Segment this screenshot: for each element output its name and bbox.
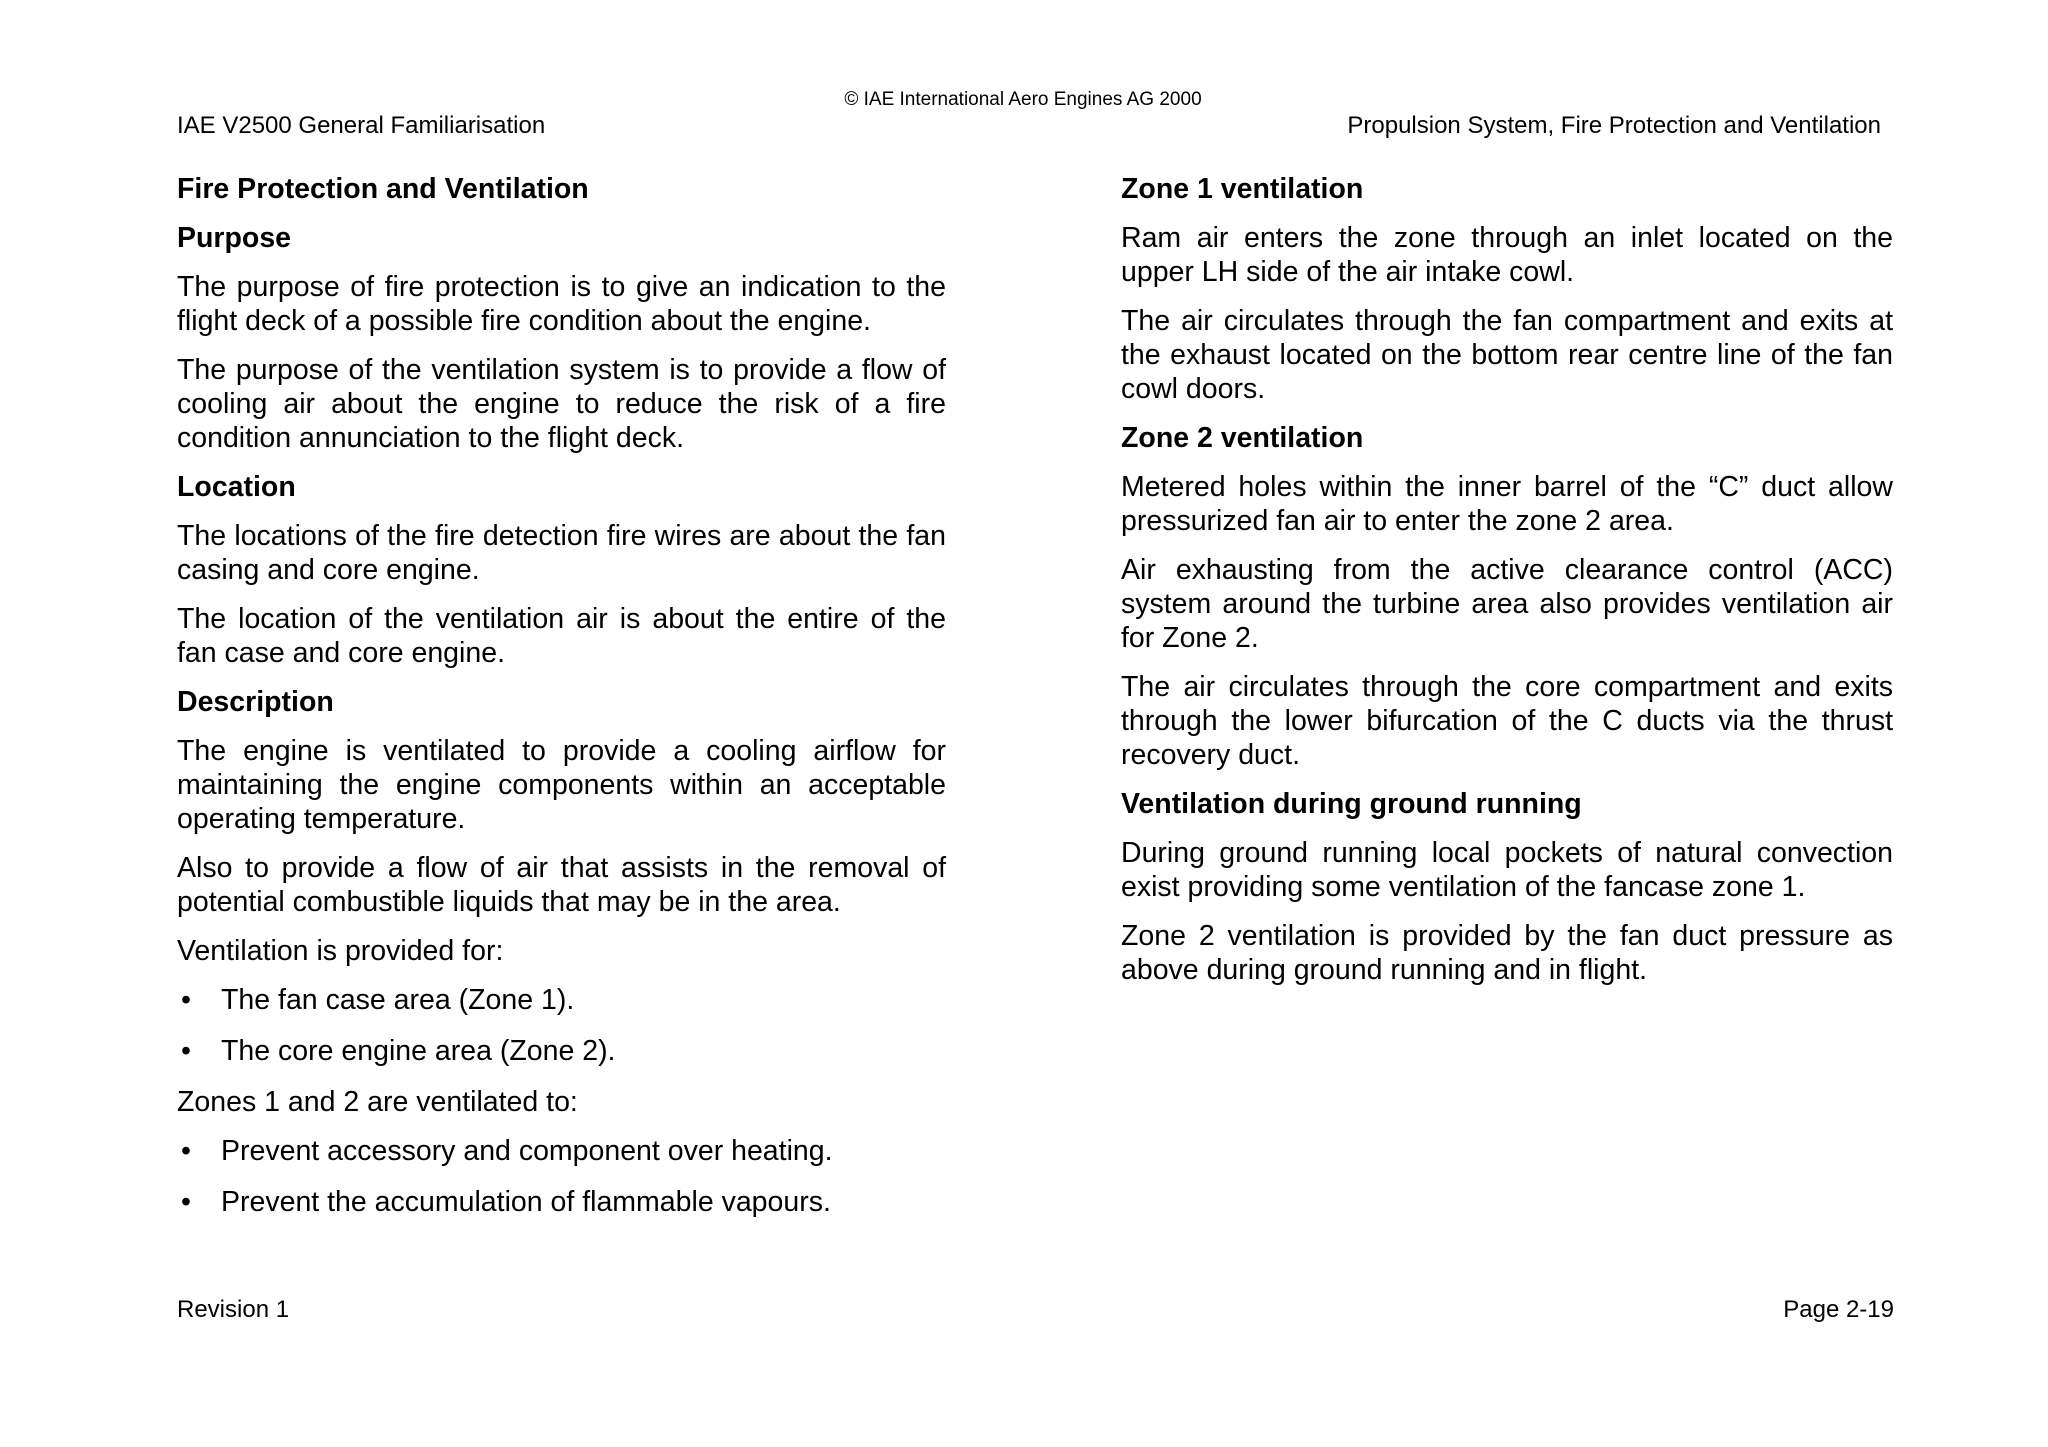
zone2-paragraph-3: The air circulates through the core compartment and exits through the lower bifurcation of the C ducts via the thrust recovery duct. (1121, 671, 1893, 771)
header-right-title: Propulsion System, Fire Protection and Ventilation (1347, 112, 1881, 139)
bullet-icon: • (181, 1035, 191, 1067)
ground-running-paragraph-2: Zone 2 ventilation is provided by the fan duct pressure as above during ground running and in flight. (1121, 920, 1893, 986)
zone1-paragraph-1: Ram air enters the zone through an inlet located on the upper LH side of the air intake cowl. (1121, 222, 1893, 288)
zone2-paragraph-1: Metered holes within the inner barrel of the “C” duct allow pressurized fan air to enter the zone 2 area. (1121, 471, 1893, 537)
list-item-text: Prevent accessory and component over heating. (221, 1135, 833, 1167)
ground-running-paragraph-1: During ground running local pockets of natural convection exist providing some ventilation of the fancase zone 1. (1121, 837, 1893, 903)
right-column (1121, 172, 1893, 1002)
zone1-heading: Zone 1 ventilation (1121, 173, 1364, 205)
ventilation-purpose-list (177, 1134, 946, 1219)
bullet-icon: • (181, 1135, 191, 1167)
list-item (177, 983, 946, 1017)
footer-page-number: Page 2-19 (1783, 1296, 1894, 1323)
zone2-paragraph-2: Air exhausting from the active clearance control (ACC) system around the turbine area also provides ventilation air for Zone 2. (1121, 554, 1893, 654)
footer-revision: Revision 1 (177, 1296, 290, 1323)
purpose-paragraph-1: The purpose of fire protection is to give an indication to the flight deck of a possible fire condition about the engine. (177, 271, 946, 337)
bullet-icon: • (181, 984, 191, 1016)
location-heading: Location (177, 471, 296, 503)
section-title: Fire Protection and Ventilation (177, 173, 589, 205)
zone1-paragraph-2: The air circulates through the fan compartment and exits at the exhaust located on the bottom rear centre line of the fan cowl doors. (1121, 305, 1893, 405)
description-paragraph-2: Also to provide a flow of air that assists in the removal of potential combustible liquids that may be in the area. (177, 852, 946, 918)
ground-running-heading: Ventilation during ground running (1121, 788, 1582, 820)
list-item-text: The core engine area (Zone 2). (221, 1035, 616, 1067)
ventilation-areas-list (177, 983, 946, 1068)
copyright-text: © IAE International Aero Engines AG 2000 (844, 89, 1202, 110)
description-paragraph-4: Zones 1 and 2 are ventilated to: (177, 1086, 578, 1118)
header-left-title: IAE V2500 General Familiarisation (177, 112, 546, 139)
location-paragraph-1: The locations of the fire detection fire wires are about the fan casing and core engine. (177, 520, 946, 586)
left-column (177, 172, 946, 1236)
description-heading: Description (177, 686, 334, 718)
list-item-text: Prevent the accumulation of flammable vapours. (221, 1186, 831, 1218)
purpose-paragraph-2: The purpose of the ventilation system is to provide a flow of cooling air about the engine to reduce the risk of a fire condition annunciation to the flight deck. (177, 354, 946, 454)
list-item (177, 1034, 946, 1068)
description-paragraph-3: Ventilation is provided for: (177, 935, 504, 967)
location-paragraph-2: The location of the ventilation air is about the entire of the fan case and core engine. (177, 603, 946, 669)
list-item (177, 1185, 946, 1219)
description-paragraph-1: The engine is ventilated to provide a cooling airflow for maintaining the engine components within an acceptable operating temperature. (177, 735, 946, 835)
list-item-text: The fan case area (Zone 1). (221, 984, 575, 1016)
purpose-heading: Purpose (177, 222, 292, 254)
copyright-notice (0, 89, 2048, 111)
bullet-icon: • (181, 1186, 191, 1218)
list-item (177, 1134, 946, 1168)
zone2-heading: Zone 2 ventilation (1121, 422, 1364, 454)
